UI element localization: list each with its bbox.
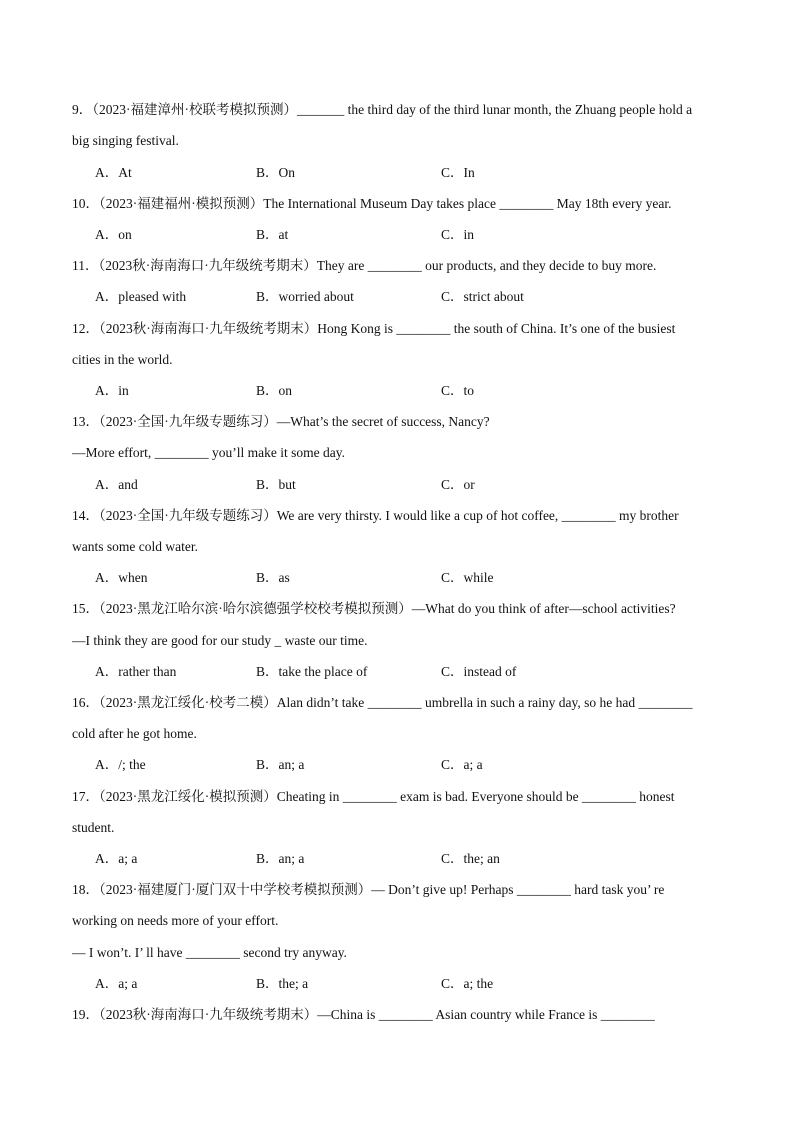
question-9-line-1: 9．（2023·福建漳州·校联考模拟预测）_______ the third day of the third lunar month, the Zhuang people hold a	[72, 102, 693, 117]
option-c: C．to	[441, 383, 475, 398]
option-a: A．a; a	[95, 976, 138, 991]
option-a: A．when	[95, 570, 148, 585]
question-9-options	[0, 164, 794, 182]
option-a: A．pleased with	[95, 289, 187, 304]
option-b: B．at	[256, 227, 289, 242]
option-b: B．as	[256, 570, 290, 585]
question-15-line-1: 15．（2023·黑龙江哈尔滨·哈尔滨德强学校校考模拟预测）—What do you think of after—school activities?	[72, 601, 676, 616]
option-c: C．strict about	[441, 289, 524, 304]
option-c: C．while	[441, 570, 494, 585]
question-10-options	[0, 226, 794, 244]
question-17-options	[0, 850, 794, 868]
question-9-line-2: big singing festival.	[72, 133, 179, 148]
question-12-line-1: 12．（2023秋·海南海口·九年级统考期末）Hong Kong is ________ the south of China. It’s one of the busiest	[72, 321, 676, 336]
question-11-options	[0, 288, 794, 306]
question-10-line-1: 10．（2023·福建福州·模拟预测）The International Museum Day takes place ________ May 18th every year.	[72, 196, 672, 211]
option-a: A．rather than	[95, 664, 177, 679]
question-14-options	[0, 569, 794, 587]
question-18-line-1: 18．（2023·福建厦门·厦门双十中学校考模拟预测）— Don’t give up! Perhaps ________ hard task you’ re	[72, 882, 665, 897]
question-13-options	[0, 476, 794, 494]
option-b: B．worried about	[256, 289, 354, 304]
question-18-line-2: working on needs more of your effort.	[72, 913, 279, 928]
question-14-line-1: 14．（2023·全国·九年级专题练习）We are very thirsty. I would like a cup of hot coffee, ________ my brother	[72, 508, 679, 523]
option-c: C．a; a	[441, 757, 483, 772]
option-c: C．in	[441, 227, 475, 242]
question-15-options	[0, 663, 794, 681]
option-a: A．At	[95, 165, 132, 180]
question-16-line-1: 16．（2023·黑龙江绥化·校考二模）Alan didn’t take ________ umbrella in such a rainy day, so he had ________	[72, 695, 693, 710]
question-12-line-2: cities in the world.	[72, 352, 173, 367]
question-14-line-2: wants some cold water.	[72, 539, 198, 554]
option-c: C．or	[441, 477, 475, 492]
option-b: B．but	[256, 477, 296, 492]
question-15-line-2: —I think they are good for our study _ waste our time.	[72, 633, 368, 648]
option-b: B．an; a	[256, 757, 305, 772]
option-a: A．a; a	[95, 851, 138, 866]
option-a: A．in	[95, 383, 129, 398]
option-a: A．/; the	[95, 757, 146, 772]
option-c: C．the; an	[441, 851, 500, 866]
question-16-options	[0, 756, 794, 774]
option-b: B．the; a	[256, 976, 309, 991]
question-18-line-3: — I won’t. I’ ll have ________ second try anyway.	[72, 945, 347, 960]
option-c: C．In	[441, 165, 475, 180]
option-b: B．On	[256, 165, 296, 180]
question-13-line-2: —More effort, ________ you’ll make it some day.	[72, 445, 345, 460]
question-16-line-2: cold after he got home.	[72, 726, 197, 741]
option-c: C．a; the	[441, 976, 494, 991]
option-b: B．on	[256, 383, 293, 398]
question-11-line-1: 11．（2023秋·海南海口·九年级统考期末）They are ________ our products, and they decide to buy more.	[72, 258, 657, 273]
option-a: A．and	[95, 477, 138, 492]
question-13-line-1: 13．（2023·全国·九年级专题练习）—What’s the secret of success, Nancy?	[72, 414, 490, 429]
question-18-options	[0, 975, 794, 993]
option-b: B．take the place of	[256, 664, 368, 679]
question-12-options	[0, 382, 794, 400]
option-a: A．on	[95, 227, 132, 242]
question-19-line-1: 19．（2023秋·海南海口·九年级统考期末）—China is ________ Asian country while France is ________	[72, 1007, 655, 1022]
question-17-line-2: student.	[72, 820, 115, 835]
question-17-line-1: 17．（2023·黑龙江绥化·模拟预测）Cheating in ________ exam is bad. Everyone should be ________ honest	[72, 789, 675, 804]
option-b: B．an; a	[256, 851, 305, 866]
option-c: C．instead of	[441, 664, 517, 679]
